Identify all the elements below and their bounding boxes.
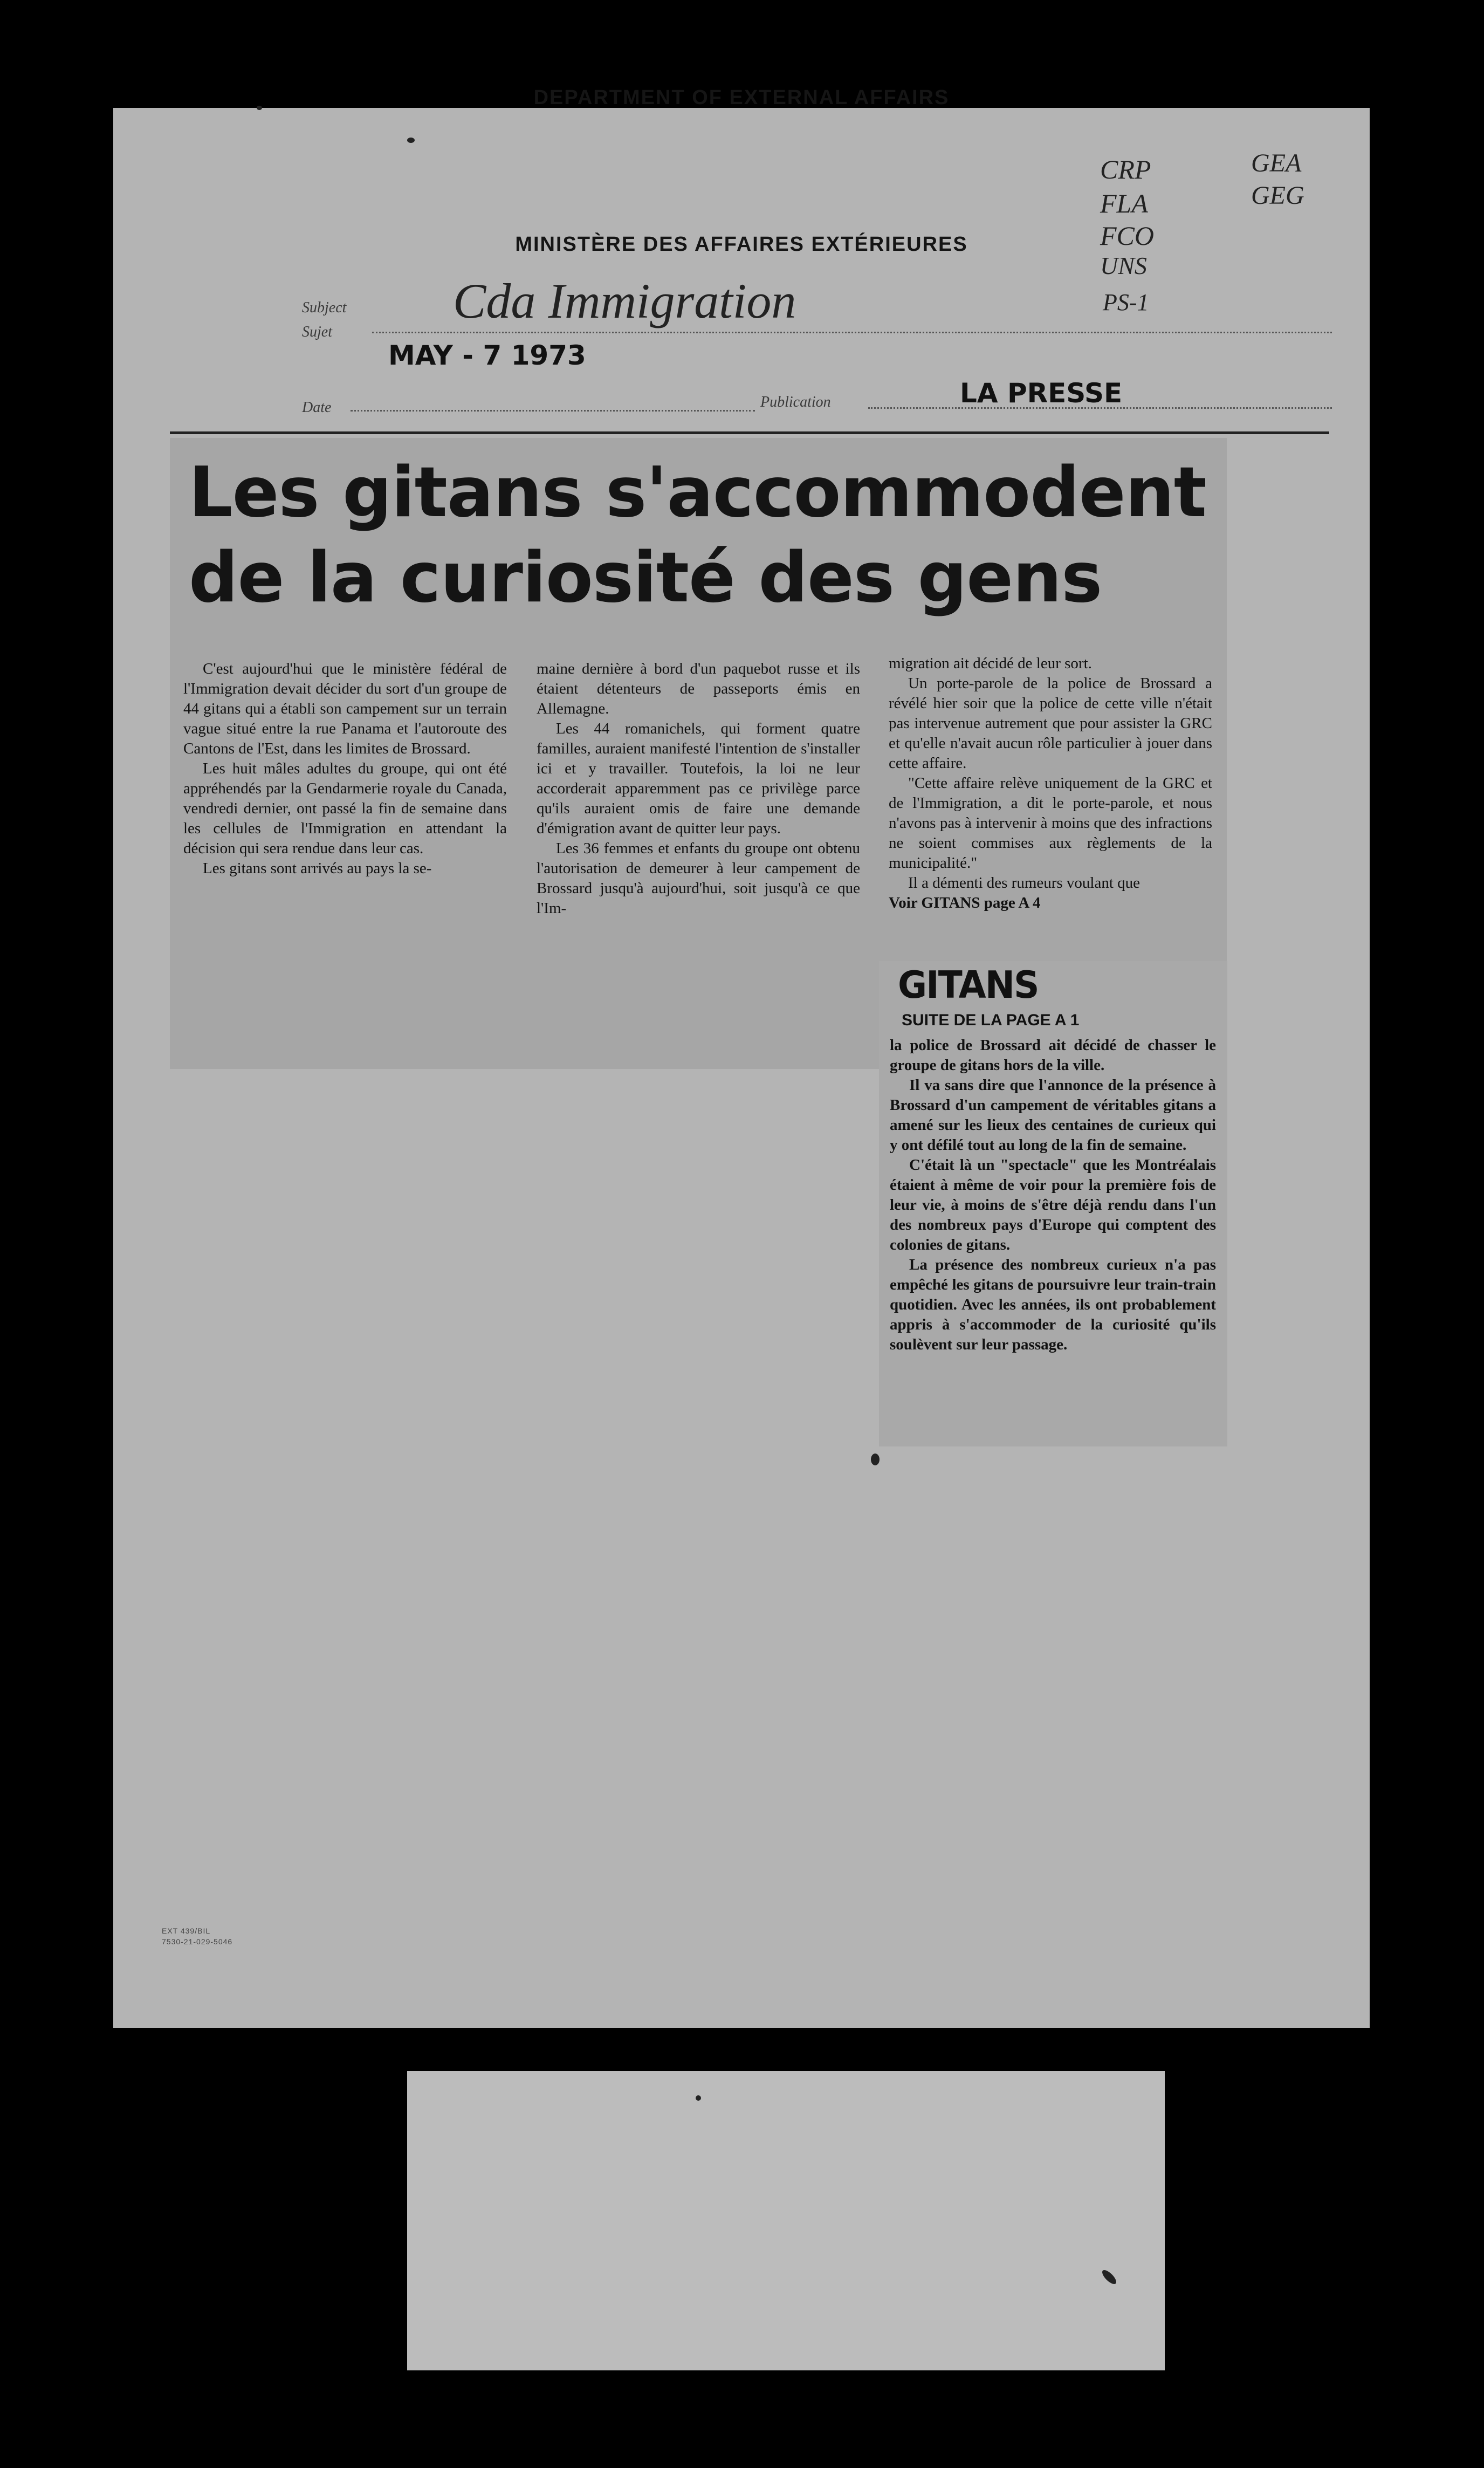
publication-stamp: LA PRESSE	[960, 378, 1123, 409]
cont-paragraph: Il va sans dire que l'annonce de la présence à Brossard d'un campement de véritables gitans a amené sur les lieux des centaines de curieux qui y ont défilé tout au long de la fin de semaine.	[890, 1077, 1216, 1154]
annotation-fco: FCO	[1100, 221, 1154, 251]
continuation-column	[890, 1036, 1216, 1355]
col2-paragraph: Les 36 femmes et enfants du groupe ont obtenu l'autorisation de demeurer à leur campement de Brossard jusqu'à aujourd'hui, soit jusqu'à ce que l'Im-	[537, 840, 860, 917]
dust-speck	[257, 106, 262, 110]
date-line	[351, 410, 755, 412]
subject-handwritten: Cda Immigration	[453, 273, 796, 328]
dust-speck	[407, 138, 415, 143]
article-column-1	[183, 659, 507, 879]
form-number-line-2: 7530-21-029-5046	[162, 1937, 233, 1946]
annotation-ps1: PS-1	[1103, 289, 1149, 316]
blank-slip	[407, 2071, 1165, 2370]
annotation-uns: UNS	[1100, 252, 1147, 279]
annotation-gea: GEA	[1251, 149, 1302, 177]
headline-line-1: Les gitans s'accommodent	[189, 453, 1206, 533]
col2-paragraph: Les 44 romanichels, qui forment quatre familles, auraient manifesté l'intention de s'installer ici et y travailler. Toutefois, la loi ne leur accorderait apparemment pas ce privilège parce qu'ils auraient omis de faire une demande d'émigration avant de quitter leur pays.	[537, 720, 860, 837]
col3-paragraph: migration ait décidé de leur sort.	[889, 655, 1092, 672]
col1-paragraph: Les gitans sont arrivés au pays la se-	[203, 860, 432, 877]
article-column-3	[889, 654, 1212, 913]
publication-label: Publication	[760, 394, 831, 410]
col3-paragraph: "Cette affaire relève uniquement de la GRC et de l'Immigration, a dit le porte-parole, et nous n'avons pas à intervenir à moins que des infractions ne soient commises aux règlements de la municipalité."	[889, 774, 1212, 872]
col1-paragraph: C'est aujourd'hui que le ministère fédéral de l'Immigration devait décider du sort d'un groupe de 44 gitans qui a établi son campement sur un terrain vague situé entre la rue Panama et l'autoroute des Cantons de l'Est, dans les limites de Brossard.	[183, 660, 507, 757]
col1-paragraph: Les huit mâles adultes du groupe, qui ont été appréhendés par la Gendarmerie royale du Canada, vendredi dernier, ont passé la fin de semaine dans les cellules de l'Immigration en attendant la décision qui sera rendue dans leur cas.	[183, 760, 507, 857]
subject-label-en: Subject	[302, 299, 347, 316]
continuation-subtitle: SUITE DE LA PAGE A 1	[902, 1011, 1080, 1029]
headline	[189, 450, 1213, 621]
header-rule	[170, 431, 1329, 434]
dust-speck	[871, 1454, 880, 1465]
date-stamp: MAY - 7 1973	[388, 340, 586, 371]
cont-paragraph: La présence des nombreux curieux n'a pas empêché les gitans de poursuivre leur train-train quotidien. Avec les années, ils ont probablement appris à s'accommoder de la curiosité qu'ils soulèvent sur leur passage.	[890, 1256, 1216, 1353]
form-number	[162, 1925, 232, 1947]
annotation-crp: CRP	[1100, 154, 1151, 184]
col3-paragraph: Il a démenti des rumeurs voulant que	[908, 874, 1141, 892]
subject-line	[372, 332, 1332, 333]
form-number-line-1: EXT 439/BIL	[162, 1927, 211, 1935]
col2-paragraph: maine dernière à bord d'un paquebot russe et ils étaient détenteurs de passeports émis en Allemagne.	[537, 660, 860, 717]
date-label: Date	[302, 399, 332, 416]
annotation-geg: GEG	[1251, 181, 1304, 210]
headline-line-2: de la curiosité des gens	[189, 538, 1102, 618]
col3-paragraph: Un porte-parole de la police de Brossard a révélé hier soir que la police de cette ville n'était pas intervenue autrement que pour assister la GRC et qu'elle n'avait aucun rôle particulier à jouer dans cette affaire.	[889, 675, 1212, 772]
continuation-title: GITANS	[898, 963, 1039, 1007]
cont-paragraph: C'était là un "spectacle" que les Montréalais étaient à même de voir pour la première fois de leur vie, à moins de s'être déjà rendu dans l'un des nombreux pays d'Europe qui comptent des colonies de gitans.	[890, 1156, 1216, 1253]
article-column-2	[537, 659, 860, 918]
dust-speck	[696, 2095, 701, 2101]
cont-paragraph: la police de Brossard ait décidé de chasser le groupe de gitans hors de la ville.	[890, 1037, 1216, 1074]
department-title-en: DEPARTMENT OF EXTERNAL AFFAIRS	[533, 86, 950, 109]
see-page-reference: Voir GITANS page A 4	[889, 894, 1041, 911]
subject-label-fr: Sujet	[302, 324, 332, 340]
department-title-fr: MINISTÈRE DES AFFAIRES EXTÉRIEURES	[515, 233, 968, 256]
annotation-fla: FLA	[1100, 188, 1148, 218]
